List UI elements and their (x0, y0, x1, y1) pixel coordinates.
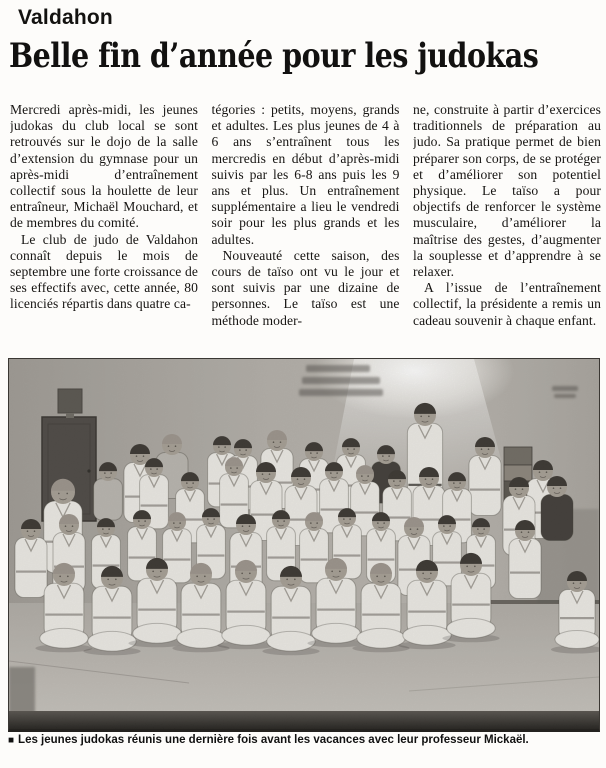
article-paragraph: Le club de judo de Valdahon connaît depuis le mois de septembre une forte croissance de ses effectifs avec, cette année, 80 licenciés répartis dans quatre ca- (10, 231, 198, 312)
article-headline: Belle fin d’année pour les judokas (9, 36, 539, 76)
photo-grain (9, 359, 599, 729)
caption-bullet-icon: ■ (8, 735, 15, 746)
article-paragraph: A l’issue de l’entraînement collectif, la présidente a remis un cadeau souvenir à chaque enfant. (413, 280, 601, 328)
article-paragraph: tégories : petits, moyens, grands et adultes. Les plus jeunes de 4 à 6 ans s’entraînent tous les mercredis en début d’après-midi suivis par les 6-8 ans puis les 9 ans et plus. Un entraînement supplémentaire a lieu le vendredi soir pour les plus grands et les adultes. (211, 102, 400, 247)
article-body (10, 102, 601, 355)
article-paragraph: Nouveauté cette saison, des cours de taïso ont vu le jour et sont suivis par une dizaine de personnes. Le taïso est une méthode moder- (211, 247, 400, 328)
article-paragraph: Mercredi après-midi, les jeunes judokas du club local se sont retrouvés sur le dojo de la salle d’extension du gymnase pour un après-midi d’entraînement collectif sous la houlette de leur entraîneur, Michaël Mouchard, et de membres du comité. (10, 102, 198, 231)
caption-text: Les jeunes judokas réunis une dernière fois avant les vacances avec leur professeur Mickaël. (18, 734, 529, 746)
article-column-2 (212, 102, 400, 355)
photo-caption (8, 734, 600, 746)
article-column-3 (413, 102, 601, 355)
section-kicker: Valdahon (18, 6, 113, 29)
article-photo (8, 358, 600, 732)
judo-group-photo-illustration (9, 359, 599, 729)
article-column-1 (10, 102, 198, 355)
article-paragraph: ne, construite à partir d’exercices traditionnels de préparation au judo. Sa pratique permet de bien préparer son corps, de se protéger et d’améliorer son potentiel physique. Le taïso a pour objectifs de renforcer le système musculaire, d’améliorer la maîtrise des gestes, d’augmenter la souplesse et d’apprendre à se relaxer. (413, 102, 601, 280)
